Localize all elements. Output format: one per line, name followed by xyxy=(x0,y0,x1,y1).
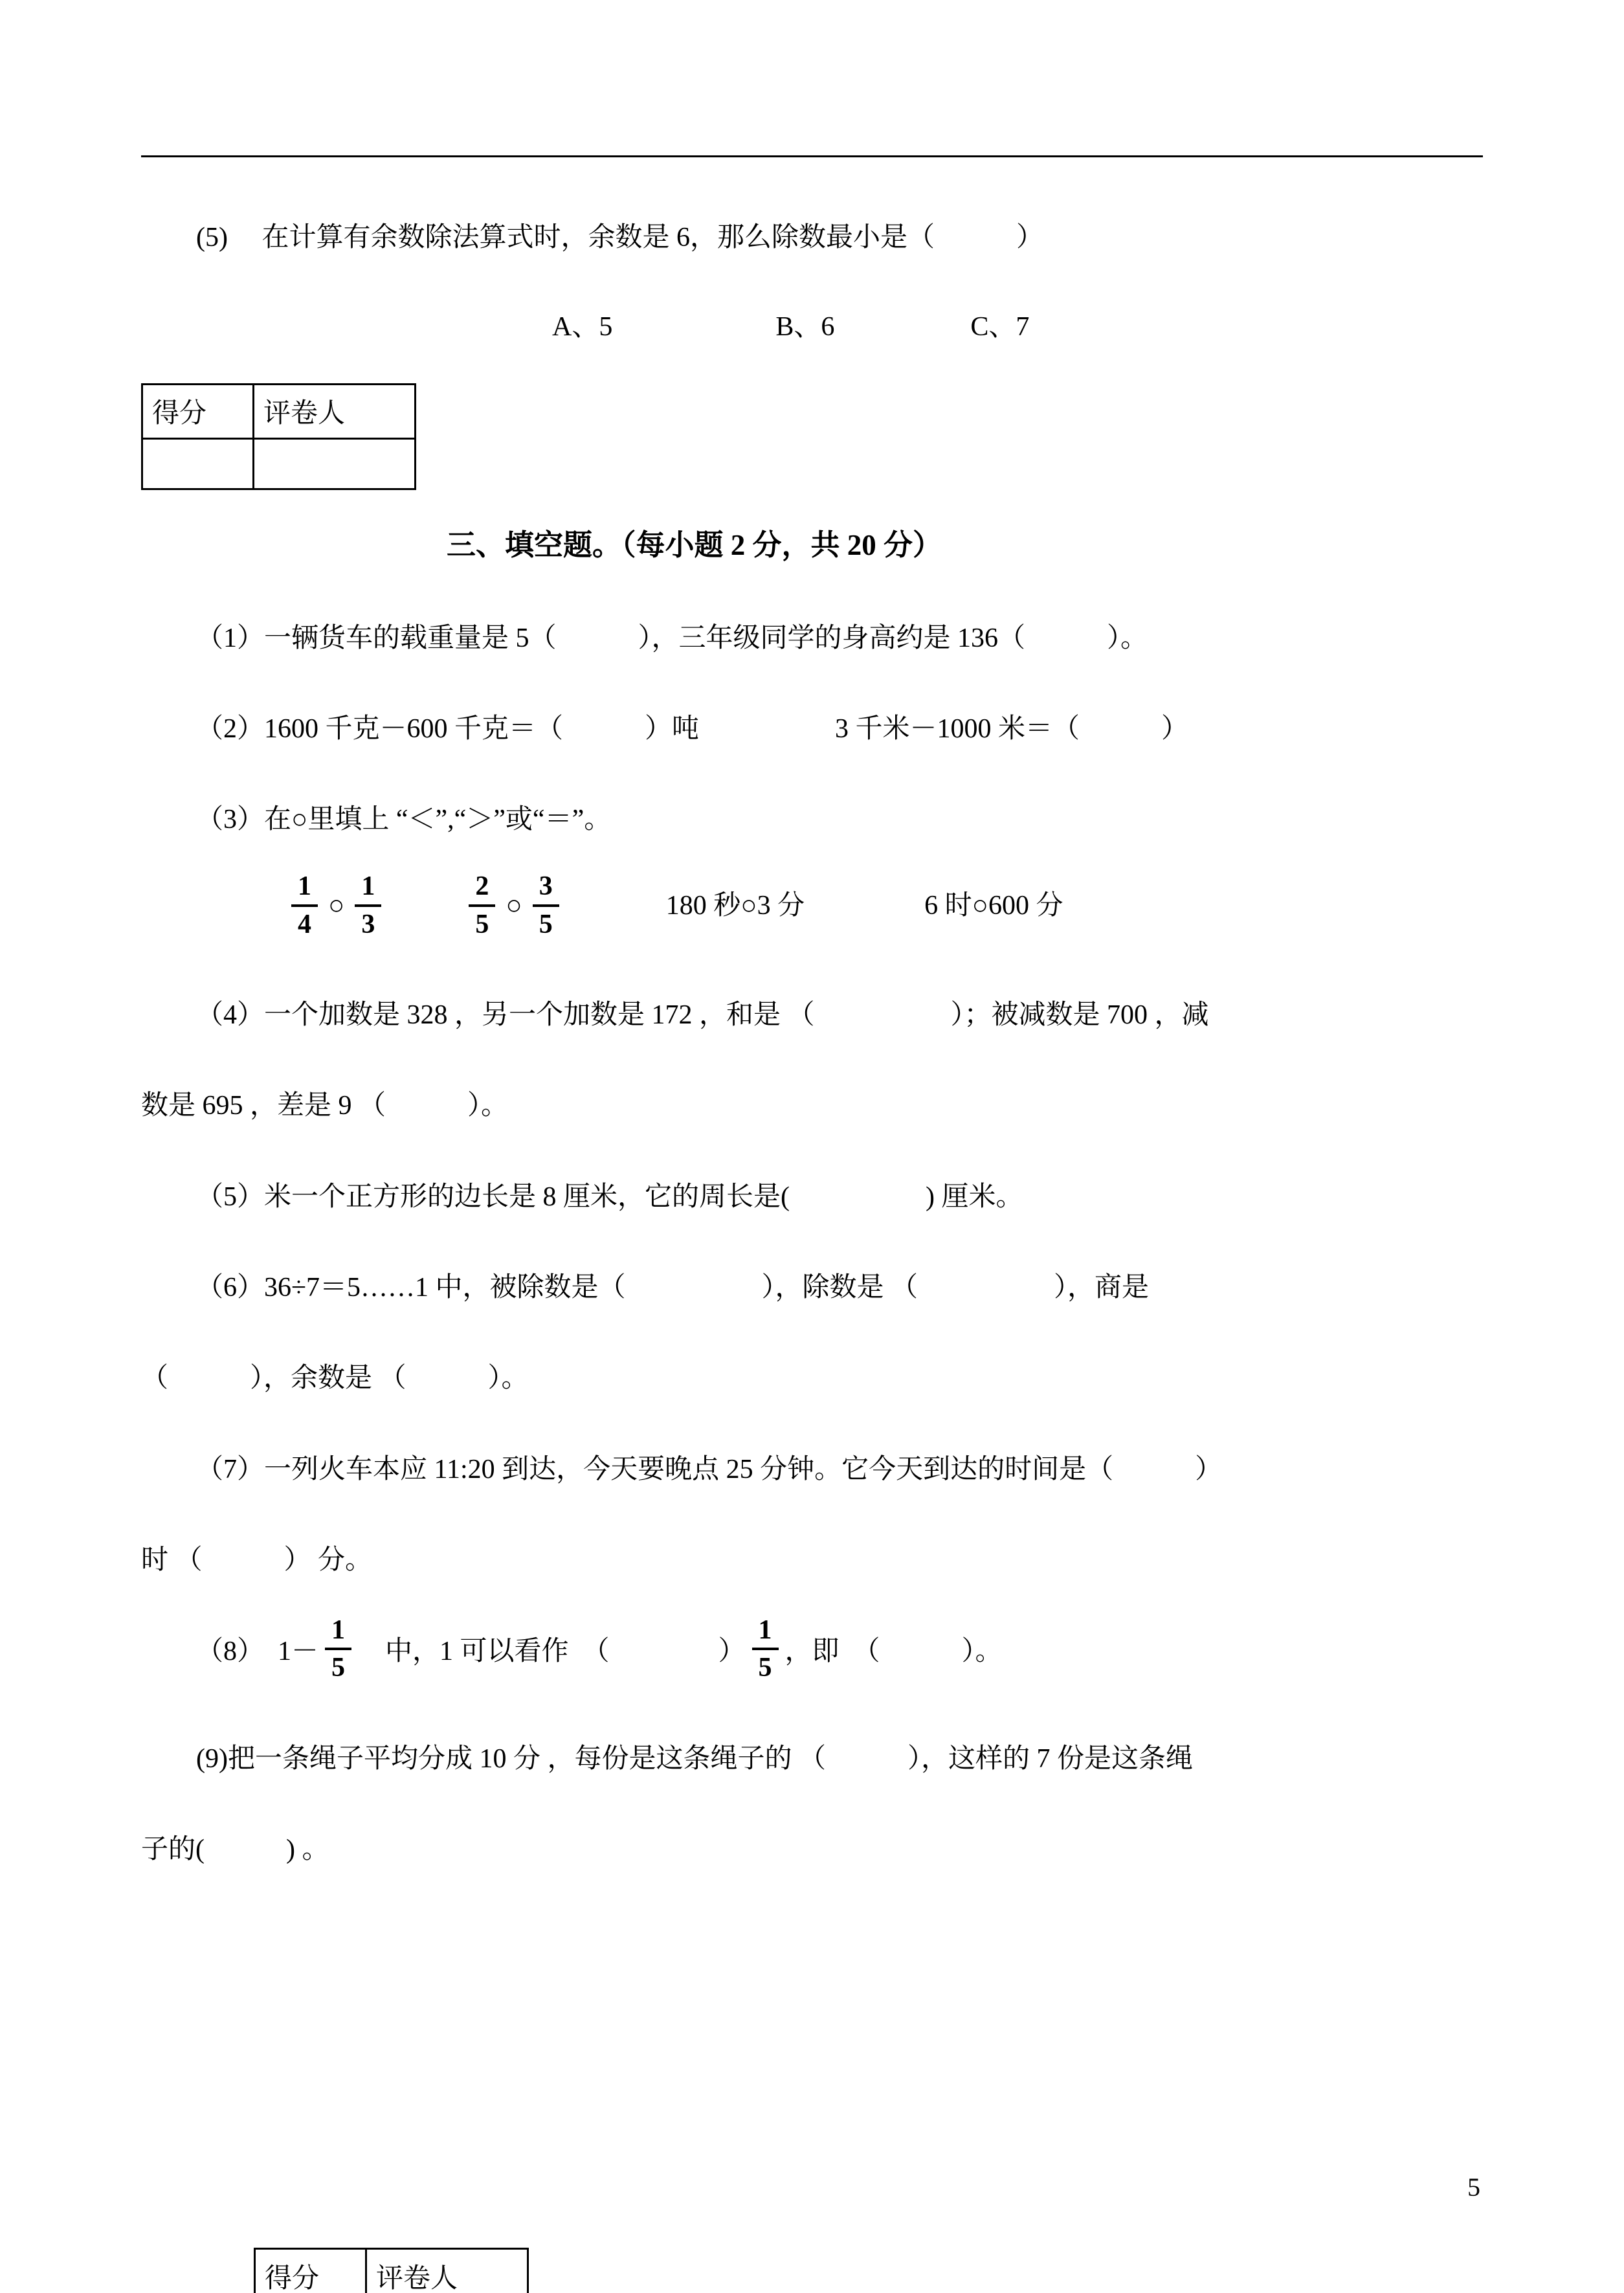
fraction-2-5 xyxy=(469,871,495,940)
fraction-1-5 xyxy=(752,1615,779,1684)
fill-item-9-line1: (9)把一条绳子平均分成 10 分 ，每份是这条绳子的 （ ），这样的 7 份是这条绳 xyxy=(196,1743,1193,1774)
fraction-numerator: 1 xyxy=(291,871,318,906)
fraction-numerator: 1 xyxy=(355,871,381,906)
fill-item-3: （3）在○里填上 “＜”,“＞”或“＝”。 xyxy=(196,805,612,835)
fill-item-6-line2: （ ），余数是 （ ）。 xyxy=(141,1363,529,1394)
score-table-top xyxy=(141,383,416,490)
fraction-denominator: 4 xyxy=(298,909,311,939)
fill-item-5: （5）米一个正方形的边长是 8 厘米，它的周长是( ) 厘米。 xyxy=(196,1181,1023,1212)
fraction-denominator: 5 xyxy=(539,909,553,939)
fill-item-7-line2: 时 （ ） 分。 xyxy=(141,1545,373,1575)
grader-label: 评卷人 xyxy=(254,384,416,438)
fraction-numerator: 2 xyxy=(469,871,495,906)
fill-item-4-line2: 数是 695 ，差是 9 （ ）。 xyxy=(141,1091,509,1121)
fill-item-9-line2: 子的( ) 。 xyxy=(141,1835,329,1865)
comparison-row xyxy=(141,871,1483,940)
fill-item-8 xyxy=(141,1615,1483,1684)
fraction-denominator: 5 xyxy=(758,1653,772,1683)
fraction-pair-1 xyxy=(291,871,381,940)
fill-item-1: （1）一辆货车的载重量是 5（ ），三年级同学的身高约是 136（ ）。 xyxy=(196,623,1148,653)
fraction-numerator: 3 xyxy=(533,871,559,906)
score-table-bottom xyxy=(254,2248,529,2293)
score-label: 得分 xyxy=(255,2249,366,2293)
fraction-denominator: 5 xyxy=(475,909,489,939)
item8-text-2: 中，1 可以看作 （ ） xyxy=(358,1637,746,1667)
fraction-denominator: 3 xyxy=(361,909,375,939)
fill-item-2: （2）1600 千克－600 千克＝（ ）吨 3 千米－1000 米＝（ ） xyxy=(196,713,1189,744)
page-content xyxy=(0,155,1624,1865)
item8-text-1: （8） 1－ xyxy=(196,1637,319,1667)
score-blank-cell xyxy=(142,438,254,489)
fraction-1-4 xyxy=(291,871,318,940)
fraction-1-5 xyxy=(325,1615,351,1684)
header-rule xyxy=(141,155,1483,157)
compare-circle: ○ xyxy=(328,890,345,921)
compare-seconds-minutes: 180 秒○3 分 xyxy=(665,890,805,921)
fraction-numerator: 1 xyxy=(325,1615,351,1650)
fraction-3-5 xyxy=(533,871,559,940)
compare-circle: ○ xyxy=(506,890,522,921)
section-3-title: 三、填空题。（每小题 2 分，共 20 分） xyxy=(447,528,942,561)
fraction-pair-2 xyxy=(469,871,559,940)
fill-item-6-line1: （6）36÷7＝5……1 中，被除数是（ ），除数是 （ ），商是 xyxy=(196,1272,1150,1303)
question-5-options: A、5 B、6 C、7 xyxy=(552,312,1030,342)
score-label: 得分 xyxy=(142,384,254,438)
fraction-numerator: 1 xyxy=(752,1615,779,1650)
fill-item-7-line1: （7）一列火车本应 11:20 到达，今天要晚点 25 分钟。它今天到达的时间是（ ） xyxy=(196,1454,1223,1484)
fraction-denominator: 5 xyxy=(331,1653,346,1683)
grader-blank-cell xyxy=(254,438,416,489)
item8-text-3: ，即 （ ）。 xyxy=(784,1637,1003,1667)
question-5-text: (5) 在计算有余数除法算式时，余数是 6，那么除数最小是（ ） xyxy=(196,223,1043,252)
compare-hours-minutes: 6 时○600 分 xyxy=(924,890,1063,921)
fraction-1-3 xyxy=(355,871,381,940)
page-number: 5 xyxy=(1467,2173,1480,2202)
fill-item-4-line1: （4）一个加数是 328 ，另一个加数是 172 ，和是 （ ）；被减数是 700 ，减 xyxy=(196,1000,1209,1031)
grader-label: 评卷人 xyxy=(366,2249,528,2293)
